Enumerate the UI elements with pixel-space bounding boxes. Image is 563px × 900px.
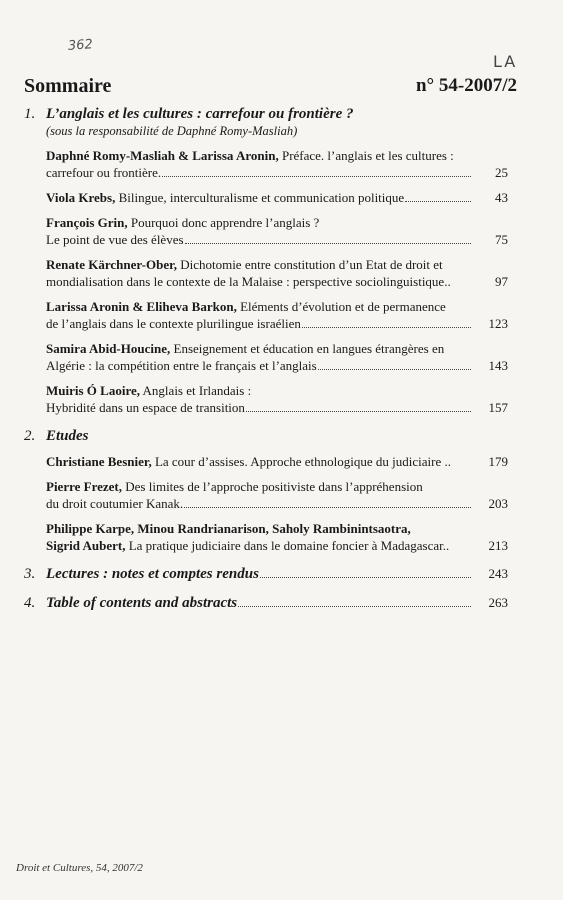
entry-title: Des limites de l’approche positiviste dans l’appréhension (122, 479, 423, 494)
entry-title-cont: Algérie : la compétition entre le français et l’anglais (46, 358, 317, 373)
toc-entry[interactable] (46, 147, 508, 181)
section-3-line[interactable] (24, 566, 508, 583)
page-number: 25 (495, 165, 508, 180)
entry-title-cont: mondialisation dans le contexte de la Malaise : perspective sociolinguistique.. (46, 274, 451, 289)
entry-title: Dichotomie entre constitution d’un Etat de droit et (176, 257, 443, 272)
page-number: 213 (488, 538, 508, 553)
page-number: 43 (495, 190, 508, 205)
entry-author: Muiris Ó Laoire, (46, 383, 141, 398)
handwritten-note-362: 362 (67, 37, 94, 54)
dot-leader (405, 200, 471, 202)
section-title: Lectures : notes et comptes rendus (46, 566, 259, 582)
entry-title: La pratique judiciaire dans le domaine foncier à Madagascar.. (125, 538, 450, 553)
entry-title-cont: carrefour ou frontière. (46, 165, 162, 180)
header (24, 75, 517, 105)
handwritten-note-la: LA (493, 52, 518, 71)
entry-title: Préface. l’anglais et les cultures : (278, 148, 454, 163)
section-title: Table of contents and abstracts (46, 595, 238, 611)
page-number: 203 (488, 496, 508, 511)
page-number: 157 (488, 400, 508, 415)
entry-author: François Grin, (46, 215, 128, 230)
section-2-heading (24, 428, 508, 445)
page-number: 123 (488, 316, 508, 331)
entry-author: Samira Abid-Houcine, (46, 341, 171, 356)
dot-leader (452, 465, 471, 466)
dot-leader (162, 175, 471, 177)
dot-leader (246, 410, 471, 412)
dot-leader (452, 285, 471, 286)
dot-leader (318, 368, 471, 370)
entry-title: Eléments d’évolution et de permanence (236, 299, 446, 314)
page-title: Sommaire (24, 75, 112, 97)
section-1-subtitle: (sous la responsabilité de Daphné Romy-Masliah) (46, 124, 298, 138)
toc-entry[interactable] (46, 478, 508, 512)
entry-author-cont: Sigrid Aubert, (46, 538, 126, 553)
page-number: 179 (488, 454, 508, 469)
toc-entry[interactable] (46, 214, 508, 248)
dot-leader (450, 549, 471, 550)
toc-entry[interactable] (46, 520, 508, 554)
entry-title-cont: de l’anglais dans le contexte plurilingue israélien (46, 316, 301, 331)
dot-leader (238, 605, 471, 607)
entry-author: Larissa Aronin & Eliheva Barkon, (46, 299, 237, 314)
entry-title-cont: Hybridité dans un espace de transition (46, 400, 245, 415)
dot-leader (302, 326, 471, 328)
entry-author: Daphné Romy-Masliah & Larissa Aronin, (46, 148, 279, 163)
entry-title-cont: Le point de vue des élèves (46, 232, 184, 247)
toc-entry[interactable] (46, 298, 508, 332)
section-number: 2. (24, 428, 36, 444)
section-number: 3. (24, 566, 36, 582)
page-number: 143 (488, 358, 508, 373)
section-1-heading (24, 106, 508, 123)
entry-title-cont: du droit coutumier Kanak. (46, 496, 184, 511)
footer-citation: Droit et Cultures, 54, 2007/2 (16, 862, 143, 874)
toc-entry[interactable] (46, 189, 508, 206)
entry-title: Bilingue, interculturalisme et communication politique (115, 190, 405, 205)
section-title: Etudes (46, 428, 89, 444)
entry-author: Viola Krebs, (46, 190, 116, 205)
toc-entry[interactable] (46, 340, 508, 374)
table-of-contents (24, 106, 508, 612)
section-4-line[interactable] (24, 595, 508, 612)
toc-entry[interactable] (46, 256, 508, 290)
entry-author: Philippe Karpe, Minou Randrianarison, Saholy Rambinintsaotra, (46, 521, 411, 536)
page-number: 97 (495, 274, 508, 289)
issue-number: n° 54-2007/2 (415, 75, 517, 96)
entry-title: Pourquoi donc apprendre l’anglais ? (127, 215, 320, 230)
entry-author: Renate Kärchner-Ober, (46, 257, 177, 272)
section-number: 4. (24, 595, 36, 611)
dot-leader (260, 576, 471, 578)
toc-entry[interactable] (46, 453, 508, 470)
page-number: 263 (488, 595, 508, 610)
toc-entry[interactable] (46, 382, 508, 416)
dot-leader (185, 242, 471, 244)
dot-leader (184, 506, 471, 508)
section-number: 1. (24, 106, 36, 122)
entry-title: Anglais et Irlandais : (140, 383, 252, 398)
entry-title: Enseignement et éducation en langues étrangères en (170, 341, 445, 356)
entry-author: Christiane Besnier, (46, 454, 152, 469)
entry-author: Pierre Frezet, (46, 479, 123, 494)
section-title: L’anglais et les cultures : carrefour ou frontière ? (46, 106, 354, 122)
page-number: 243 (488, 566, 508, 581)
page-number: 75 (495, 232, 508, 247)
entry-title: La cour d’assises. Approche ethnologique du judiciaire .. (151, 454, 451, 469)
